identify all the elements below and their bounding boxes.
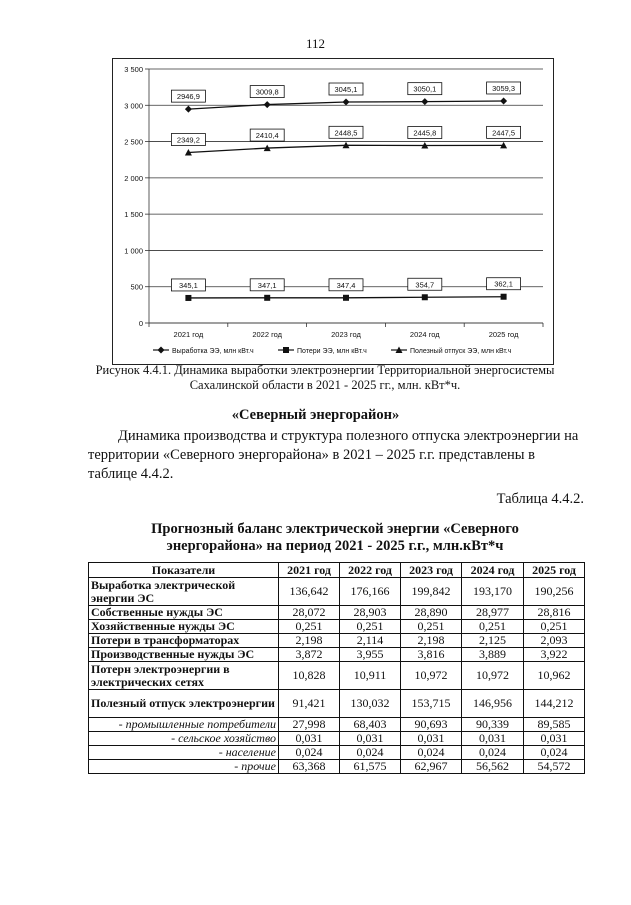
- row-label: Собственные нужды ЭС: [89, 606, 279, 620]
- table-cell: 89,585: [524, 718, 585, 732]
- table-cell: 0,024: [462, 746, 524, 760]
- column-header: 2023 год: [401, 563, 462, 578]
- y-tick-label: 2 500: [124, 137, 143, 147]
- table-cell: 0,031: [524, 732, 585, 746]
- chart-frame: [112, 58, 554, 365]
- data-point: [185, 295, 191, 301]
- table-cell: 28,816: [524, 606, 585, 620]
- table-row: [89, 648, 585, 662]
- column-header: 2021 год: [279, 563, 340, 578]
- table-cell: 3,922: [524, 648, 585, 662]
- column-header: 2024 год: [462, 563, 524, 578]
- data-label: 3059,3: [492, 83, 516, 93]
- table-cell: 3,889: [462, 648, 524, 662]
- line-chart: [113, 59, 553, 364]
- table-cell: 2,114: [340, 634, 401, 648]
- y-tick-label: 0: [138, 319, 143, 328]
- data-label: 2349,2: [176, 135, 200, 145]
- row-label: Выработка электрической энергии ЭС: [89, 578, 279, 606]
- table-cell: 136,642: [279, 578, 340, 606]
- table-row: [89, 746, 585, 760]
- x-tick-label: 2021 год: [173, 330, 204, 339]
- table-cell: 0,031: [401, 732, 462, 746]
- table-cell: 0,024: [401, 746, 462, 760]
- section-title: «Северный энергорайон»: [231, 407, 400, 423]
- table-row: [89, 718, 585, 732]
- x-tick-label: 2025 год: [488, 330, 519, 339]
- table-cell: 2,125: [462, 634, 524, 648]
- table-cell: 193,170: [462, 578, 524, 606]
- data-label: 2448,5: [334, 128, 358, 138]
- table-body: [89, 578, 585, 774]
- table-cell: 130,032: [340, 690, 401, 718]
- table-cell: 3,816: [401, 648, 462, 662]
- table-cell: 2,198: [401, 634, 462, 648]
- table-row: [89, 662, 585, 690]
- table-cell: 27,998: [279, 718, 340, 732]
- balance-table: [88, 562, 585, 774]
- x-tick-label: 2024 год: [409, 330, 440, 339]
- y-tick-label: 3 500: [124, 65, 143, 74]
- table-cell: 91,421: [279, 690, 340, 718]
- data-label: 354,7: [415, 280, 435, 290]
- row-label: Потери в трансформаторах: [89, 634, 279, 648]
- data-label: 362,1: [494, 279, 513, 289]
- table-cell: 10,828: [279, 662, 340, 690]
- row-label: - сельское хозяйство: [89, 732, 279, 746]
- table-label: Таблица 4.4.2.: [496, 491, 584, 507]
- y-tick-label: 500: [130, 282, 143, 292]
- table-cell: 2,198: [279, 634, 340, 648]
- table-row: [89, 578, 585, 606]
- y-tick-label: 1 000: [124, 246, 143, 256]
- data-label: 3009,8: [255, 87, 279, 97]
- column-header: 2025 год: [524, 563, 585, 578]
- table-cell: 28,890: [401, 606, 462, 620]
- table-cell: 10,972: [401, 662, 462, 690]
- table-cell: 199,842: [401, 578, 462, 606]
- paragraph-text: Динамика производства и структура полезного отпуска электроэнергии на территории «Северного энергорайона» в 2021 – 2025 г.г. представлены в таблице 4.4.2.: [88, 428, 579, 482]
- column-header: 2022 год: [340, 563, 401, 578]
- table-cell: 0,251: [462, 620, 524, 634]
- table-row: [89, 690, 585, 718]
- table-row: [89, 732, 585, 746]
- y-tick-label: 2 000: [124, 173, 143, 183]
- legend-entry: Выработка ЭЭ, млн кВт.ч: [172, 348, 254, 355]
- table-cell: 10,962: [524, 662, 585, 690]
- table-cell: 3,872: [279, 648, 340, 662]
- table-cell: 68,403: [340, 718, 401, 732]
- table-row: [89, 760, 585, 774]
- row-label: - население: [89, 746, 279, 760]
- y-tick-label: 3 000: [124, 101, 143, 111]
- row-label: - прочие: [89, 760, 279, 774]
- column-header: Показатели: [89, 563, 279, 578]
- table-cell: 10,972: [462, 662, 524, 690]
- table-cell: 0,024: [524, 746, 585, 760]
- table-cell: 56,562: [462, 760, 524, 774]
- data-label: 2447,5: [492, 128, 516, 138]
- data-label: 347,1: [257, 280, 277, 290]
- table-cell: 62,967: [401, 760, 462, 774]
- table-cell: 146,956: [462, 690, 524, 718]
- data-point: [421, 98, 428, 105]
- table-cell: 63,368: [279, 760, 340, 774]
- table-cell: 190,256: [524, 578, 585, 606]
- table-cell: 10,911: [340, 662, 401, 690]
- table-cell: 0,251: [340, 620, 401, 634]
- row-label: Производственные нужды ЭС: [89, 648, 279, 662]
- table-cell: 176,166: [340, 578, 401, 606]
- body-paragraph: [88, 427, 584, 484]
- table-cell: 2,093: [524, 634, 585, 648]
- table-cell: 0,031: [279, 732, 340, 746]
- legend-marker: [283, 347, 289, 353]
- row-label: - промышленные потребители: [89, 718, 279, 732]
- data-point: [422, 294, 428, 300]
- table-row: [89, 606, 585, 620]
- data-label: 2445,8: [413, 128, 437, 138]
- table-cell: 28,072: [279, 606, 340, 620]
- table-cell: 61,575: [340, 760, 401, 774]
- data-label: 3045,1: [334, 85, 358, 95]
- page-number: 112: [305, 36, 326, 51]
- table-cell: 0,251: [401, 620, 462, 634]
- row-label: Потерн электроэнергии в электрических сетях: [89, 662, 279, 690]
- data-label: 2410,4: [255, 131, 279, 141]
- x-tick-label: 2023 год: [331, 330, 361, 339]
- data-point: [343, 295, 349, 301]
- data-label: 345,1: [179, 280, 198, 290]
- data-point: [501, 294, 507, 300]
- data-label: 3050,1: [413, 84, 437, 94]
- data-point: [264, 295, 270, 301]
- table-row: [89, 634, 585, 648]
- table-cell: 0,024: [340, 746, 401, 760]
- table-cell: 0,024: [279, 746, 340, 760]
- data-point: [185, 106, 192, 113]
- table-cell: 90,693: [401, 718, 462, 732]
- table-cell: 28,977: [462, 606, 524, 620]
- data-point: [500, 97, 507, 104]
- table-cell: 0,031: [340, 732, 401, 746]
- table-cell: 3,955: [340, 648, 401, 662]
- table-row: [89, 620, 585, 634]
- table-cell: 0,251: [279, 620, 340, 634]
- data-point: [343, 99, 350, 106]
- table-cell: 54,572: [524, 760, 585, 774]
- table-cell: 144,212: [524, 690, 585, 718]
- data-label: 347,4: [336, 280, 356, 290]
- table-cell: 28,903: [340, 606, 401, 620]
- row-label: Хозяйственные нужды ЭС: [89, 620, 279, 634]
- data-point: [264, 101, 271, 108]
- table-cell: 0,031: [462, 732, 524, 746]
- table-header-row: [89, 563, 585, 578]
- table-title: Прогнозный баланс электрической энергии «Северного энергорайона» на период 2021 - 2025 г.г., млн.кВт*ч: [151, 521, 519, 554]
- figure-caption: Рисунок 4.4.1. Динамика выработки электроэнергии Территориальной энергосистемы Сахалинской области в 2021 - 2025 гг., млн. кВт*ч.: [95, 363, 555, 392]
- table-cell: 90,339: [462, 718, 524, 732]
- legend-marker: [158, 347, 165, 354]
- legend-entry: Полезный отпуск ЭЭ, млн кВт.ч: [410, 348, 512, 355]
- table-cell: 153,715: [401, 690, 462, 718]
- legend-entry: Потери ЭЭ, млн кВт.ч: [297, 348, 367, 355]
- data-label: 2946,9: [176, 92, 200, 102]
- y-tick-label: 1 500: [124, 210, 143, 220]
- table-cell: 0,251: [524, 620, 585, 634]
- row-label: Полезный отпуск электроэнергии: [89, 690, 279, 718]
- x-tick-label: 2022 год: [252, 330, 283, 339]
